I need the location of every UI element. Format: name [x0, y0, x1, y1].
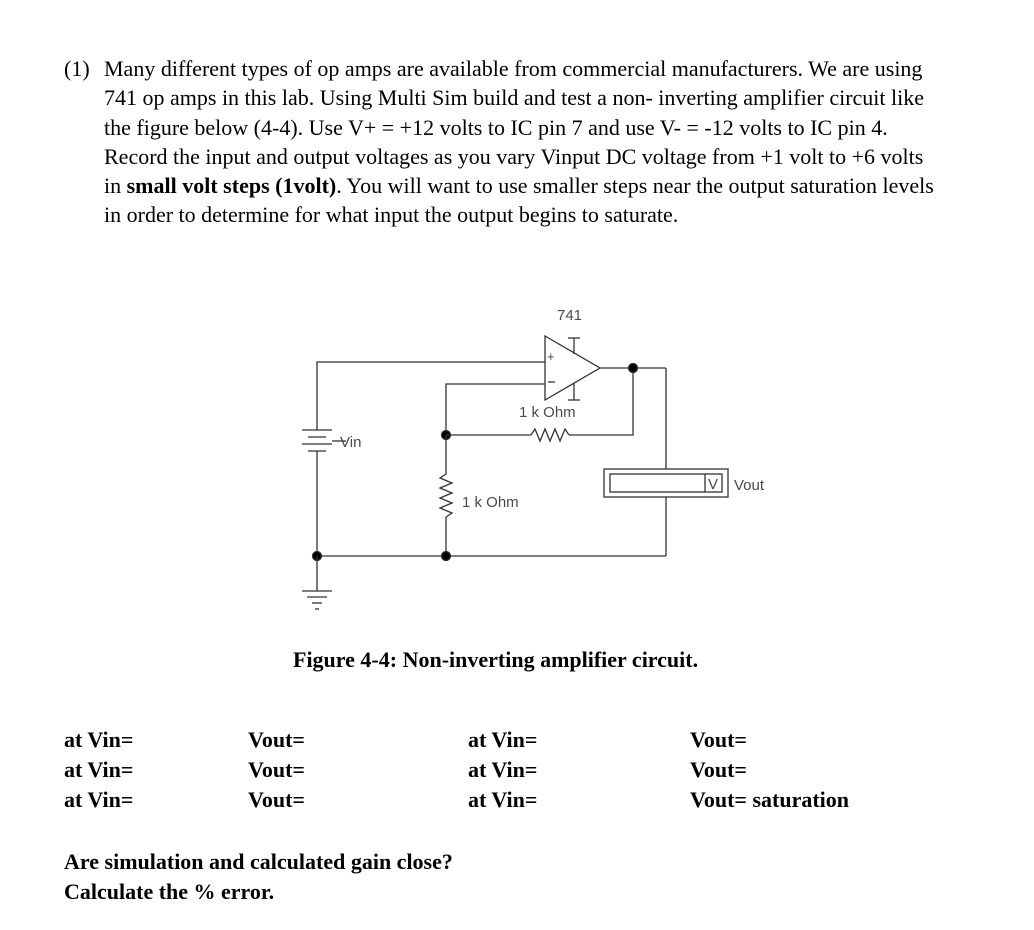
opamp-plus-sign: + — [547, 349, 555, 364]
ground-node-mid — [442, 552, 451, 561]
feedback-resistor-label: 1 k Ohm — [519, 404, 576, 421]
table-cell: Vout= — [690, 727, 747, 752]
ground-resistor — [440, 474, 452, 517]
table-cell: at Vin= — [468, 757, 538, 782]
table-cell: Vout= — [690, 757, 747, 782]
voltmeter-label: Vout — [734, 477, 765, 494]
table-cell: Vout= — [248, 787, 305, 812]
table-cell: at Vin= — [468, 787, 538, 812]
table-cell: at Vin= — [64, 757, 134, 782]
closing-line-2: Calculate the % error. — [64, 879, 275, 904]
table-cell: Vout= saturation — [690, 787, 850, 812]
source-label: Vin — [340, 434, 362, 451]
table-cell: at Vin= — [468, 727, 538, 752]
question-bold-text: small volt steps (1volt) — [126, 173, 337, 199]
table-cell: at Vin= — [64, 787, 134, 812]
input-wire — [317, 362, 545, 430]
table-cell: Vout= — [248, 727, 305, 752]
opamp-label: 741 — [557, 307, 583, 324]
table-cell: Vout= — [248, 757, 305, 782]
ground-resistor-label: 1 k Ohm — [462, 494, 519, 511]
question-number: (1) — [64, 56, 90, 81]
output-node — [629, 364, 638, 373]
voltmeter-symbol: V — [708, 476, 719, 493]
table-cell: at Vin= — [64, 727, 134, 752]
question-text-2: . You will want to use smaller steps near the output saturation levels in order to determine for what input the output begins to saturate. — [104, 173, 934, 228]
closing-line-1: Are simulation and calculated gain close? — [64, 849, 453, 874]
feedback-resistor — [531, 429, 569, 441]
figure-caption: Figure 4-4: Non-inverting amplifier circuit. — [293, 647, 699, 672]
question-text-1: Many different types of op amps are available from commercial manufacturers. We are using 741 op amps in this lab. Using Multi Sim build and test a non- inverting amplifier circuit like the figure below (4-4). Use V+ = +12 volts to IC pin 7 and use V- = -12 volts to IC pin 4. Record the input and output voltages as you vary Vinput DC voltage from +1 volt to +6 volts in — [104, 56, 925, 199]
opamp-symbol — [545, 336, 600, 400]
closing-questions — [64, 847, 453, 907]
